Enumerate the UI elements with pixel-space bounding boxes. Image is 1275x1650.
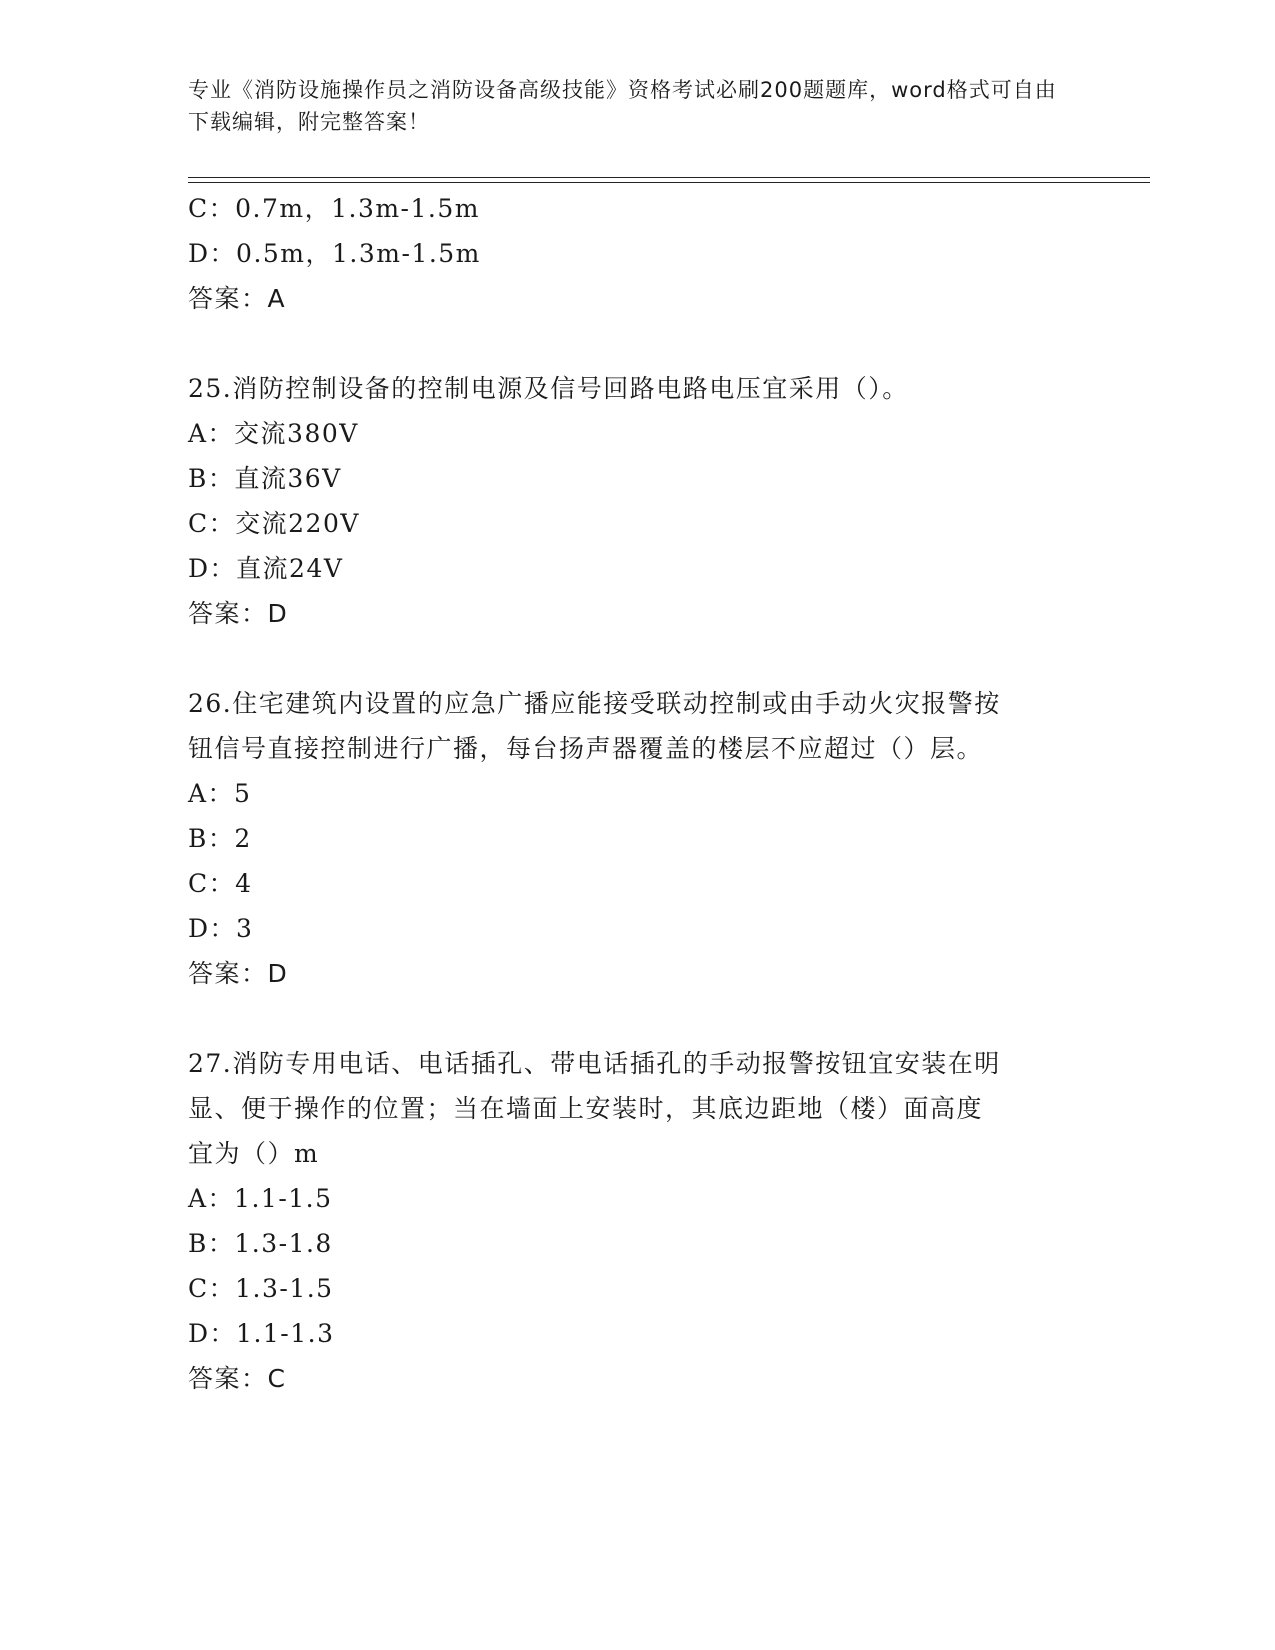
header-divider-bottom xyxy=(188,182,1150,183)
option-d: D：直流24V xyxy=(188,554,344,583)
option-b: B：1.3-1.8 xyxy=(188,1229,333,1258)
option-c: C：交流220V xyxy=(188,509,360,538)
option-c: C：4 xyxy=(188,869,253,898)
question-26-stem-line-1: 26.住宅建筑内设置的应急广播应能接受联动控制或由手动火灾报警按 xyxy=(188,689,1001,718)
option-c: C：1.3-1.5 xyxy=(188,1274,334,1303)
option-d: D：0.5m，1.3m-1.5m xyxy=(188,239,481,268)
option-a: A：交流380V xyxy=(188,419,359,448)
answer: 答案：A xyxy=(188,284,287,313)
question-26-stem-line-2: 钮信号直接控制进行广播，每台扬声器覆盖的楼层不应超过（）层。 xyxy=(188,734,984,763)
answer: 答案：C xyxy=(188,1364,287,1393)
header-divider-top xyxy=(188,177,1150,178)
option-d: D：3 xyxy=(188,914,254,943)
option-d: D：1.1-1.3 xyxy=(188,1319,335,1348)
option-a: A：1.1-1.5 xyxy=(188,1184,333,1213)
question-25-stem: 25.消防控制设备的控制电源及信号回路电路电压宜采用（）。 xyxy=(188,374,909,403)
question-27-stem-line-2: 显、便于操作的位置；当在墙面上安装时，其底边距地（楼）面高度 xyxy=(188,1094,984,1123)
document-header: 专业《消防设施操作员之消防设备高级技能》资格考试必刷200题题库，word格式可自由下载编辑，附完整答案！ xyxy=(188,78,1057,134)
option-b: B：2 xyxy=(188,824,252,853)
option-c: C：0.7m，1.3m-1.5m xyxy=(188,194,480,223)
question-27-stem-line-3: 宜为（）m xyxy=(188,1139,320,1168)
option-b: B：直流36V xyxy=(188,464,342,493)
question-27-stem-line-1: 27.消防专用电话、电话插孔、带电话插孔的手动报警按钮宜安装在明 xyxy=(188,1049,1001,1078)
answer: 答案：D xyxy=(188,959,289,988)
option-a: A：5 xyxy=(188,779,252,808)
answer: 答案：D xyxy=(188,599,289,628)
